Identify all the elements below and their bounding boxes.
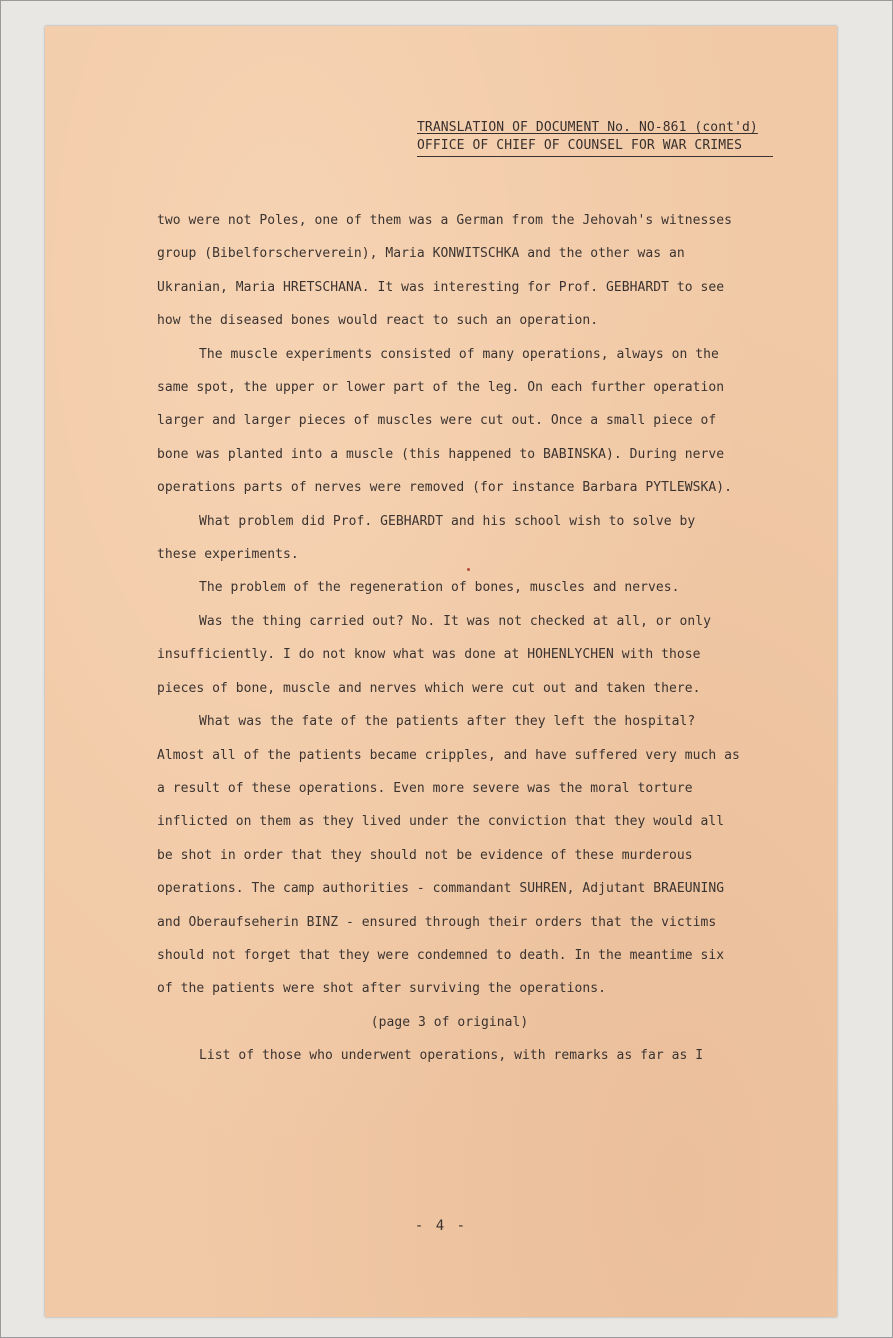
document-header xyxy=(417,119,773,157)
paragraph-list-intro: List of those who underwent operations, with remarks as far as I xyxy=(199,1048,704,1064)
paper-speck xyxy=(467,568,470,571)
paragraph-muscle-experiments: The muscle experiments consisted of many operations, always on the same spot, the upper or lower part of the leg. On each further operation larger and larger pieces of muscles were cut out. Once a small piece of bone was planted into a muscle (this happened to BABINSKA). During nerve operations parts of nerves were removed (for instance Barbara PYTLEWSKA). xyxy=(157,346,732,496)
page-number: - 4 - xyxy=(414,1218,468,1234)
paragraph-carried-out: Was the thing carried out? No. It was not checked at all, or only insufficiently. I do not know what was done at HOHENLYCHEN with those pieces of bone, muscle and nerves which were cut out and taken there. xyxy=(157,613,711,696)
paragraph-fate-of-patients: What was the fate of the patients after they left the hospital? Almost all of the patients became cripples, and have suffered very much as a result of these operations. Even more severe was the moral torture inflicted on them as they lived under the conviction that they would all be shot in order that they should not be evidence of these murderous operations. The camp authorities - commandant SUHREN, Adjutant BRAEUNING and Oberaufseherin BINZ - ensured through their orders that the victims should not forget that they were condemned to death. In the meantime six of the patients were shot after surviving the operations. xyxy=(157,714,740,997)
paragraph-question-problem: What problem did Prof. GEBHARDT and his school wish to solve by these experiments. xyxy=(157,513,696,563)
page-reference: (page 3 of original) xyxy=(370,1014,529,1030)
header-office-line: OFFICE OF CHIEF OF COUNSEL FOR WAR CRIMES xyxy=(417,137,773,157)
document-body xyxy=(157,204,742,1073)
paragraph-continued: two were not Poles, one of them was a German from the Jehovah's witnesses group (Bibelforscherverein), Maria KONWITSCHKA and the other was an Ukranian, Maria HRETSCHANA. It was interesting for Prof. GEBHARDT to see how the diseased bones would react to such an operation. xyxy=(157,213,732,329)
paragraph-answer-regeneration: The problem of the regeneration of bones, muscles and nerves. xyxy=(199,580,680,596)
header-translation-line: TRANSLATION OF DOCUMENT No. NO-861 (cont'd) xyxy=(417,120,758,135)
document-page xyxy=(45,26,837,1317)
